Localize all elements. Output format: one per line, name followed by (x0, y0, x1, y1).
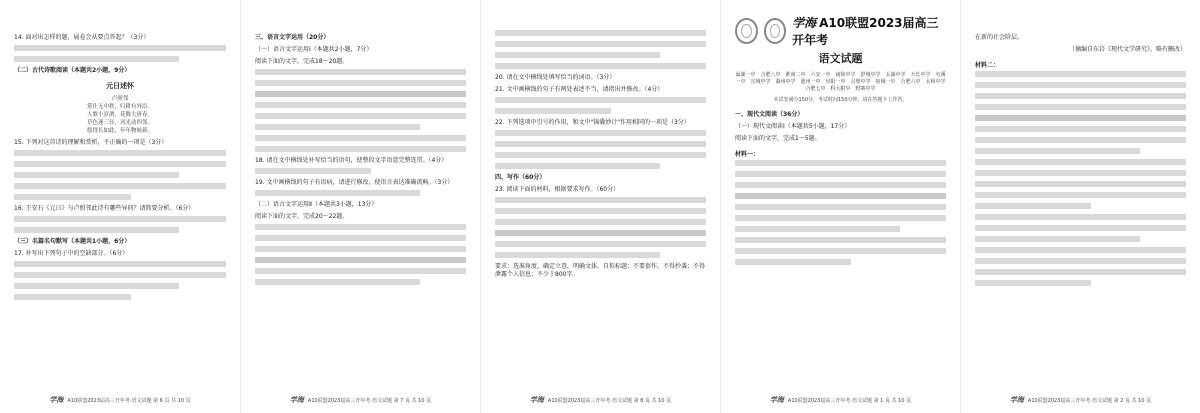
exam-header (735, 14, 946, 48)
exam-page-7 (240, 0, 480, 413)
brand-mark: 学海 (529, 396, 544, 404)
exam-page-8 (480, 0, 720, 413)
section-language-use: 三、语言文字运用（20分） (255, 34, 330, 41)
poem-line: 愿得长如此，年年物候新。 (86, 128, 153, 134)
question-22: 22. 下列选项中引号的作用，和文中"锦囊妙计"作用相同的一项是（3分） (495, 119, 690, 126)
writing-requirements: 要求：选准角度，确定立意，明确文体，自拟标题；不要套作，不得抄袭；不得泄露个人信息；不少于800字。 (495, 263, 706, 278)
question-18: 18. 请在文中横线处补写恰当的语句，使整段文字语意完整连贯。（4分） (255, 157, 448, 164)
section-recitation: （三）名篇名句默写（本题共1小题，6分） (14, 238, 131, 245)
exam-title: 学海 A10联盟2023届高三开年考 (792, 16, 939, 47)
anniversary-logo-icon (764, 18, 787, 44)
poem-line: 筮仕无中秩，归耕有外臣。 (86, 104, 153, 110)
source-citation: （摘编自东岩《现代文学研究》，略有删改） (1068, 46, 1186, 53)
instruction: 阅读下面的文字，完成1～5题。 (735, 135, 821, 142)
section-ancient-poetry: （二）古代诗歌阅读（本题共2小题，9分） (14, 67, 131, 74)
exam-page-1 (720, 0, 960, 413)
member-schools: 巢湖一中 合肥八中 淮南二中 六安一中 南陵中学 舒城中学 太湖中学 天长中学 屯溪一中 宣城中学 滁州中学 池州一中 阜阳一中 灵璧中学 宿城一中 合肥六中 太和中学 合肥七中 科大附中 野寨中学 (735, 72, 951, 92)
question-15: 15. 下列对这首诗的理解和赏析，不正确的一项是（3分） (14, 139, 168, 146)
instruction: 阅读下面的文字，完成20～22题。 (255, 213, 349, 220)
material-label: 材料二： (975, 62, 1000, 69)
passage-text: 在新的社会阶层。 (975, 34, 1024, 41)
brand-mark: 学海 (49, 396, 64, 404)
page-footer: 学海 A10联盟2023届高三开年考·语文试题 第 7 页 共 10 页 (289, 396, 432, 404)
exam-page-6 (0, 0, 240, 413)
section-reading: 一、现代文阅读（36分） (735, 111, 804, 118)
section-writing: 四、写作（60分） (495, 174, 546, 181)
page-footer: 学海 A10联盟2023届高三开年考·语文试题 第 2 页 共 10 页 (1009, 396, 1152, 404)
question-17: 17. 补写出下列句子中的空缺部分。（6分） (14, 250, 129, 257)
exam-note: 本试卷满分150分，考试时间150分钟。请在答题卡上作答。 (773, 97, 908, 103)
brand-mark: 学海 (289, 396, 304, 404)
exam-page-2 (960, 0, 1200, 413)
poem-line: 人歌小岁酒，花舞大唐春。 (86, 112, 153, 118)
brand-mark: 学海 (1009, 396, 1024, 404)
school-seal-icon (735, 18, 758, 44)
subsection-language-2: （二）语言文字运用Ⅱ（本题共3小题，13分） (255, 201, 378, 208)
page-footer: 学海 A10联盟2023届高三开年考·语文试题 第 8 页 共 10 页 (529, 396, 672, 404)
question-16: 16. 王安石《元日》与卢照邻此诗有哪些异同？请简要分析。（6分） (14, 205, 195, 212)
brand-mark: 学海 (769, 396, 784, 404)
instruction: 阅读下面的文字，完成18～20题。 (255, 58, 349, 65)
question-20: 20. 请在文中横线处填写恰当的词语。（3分） (495, 74, 616, 81)
poem-author: 卢照邻 (111, 96, 129, 102)
question-14: 14. 面对出怎样的题，展卷会从要点答起？（3分） (14, 34, 150, 41)
poem-title: 元日述怀 (106, 82, 134, 90)
poem-line: 草色迷三径，风光动四邻。 (86, 120, 153, 126)
material-label: 材料一： (735, 151, 760, 158)
question-19: 19. 文中画横线的句子有语病，请进行修改，使语言表达准确流畅。（3分） (255, 179, 454, 186)
subsection-language-1: （一）语言文字运用Ⅰ（本题共2小题，7分） (255, 46, 373, 53)
subsection-reading: （一）现代文阅读Ⅰ（本题共5小题，17分） (735, 123, 851, 130)
exam-subtitle: 语文试题 (818, 52, 863, 65)
page-footer: 学海 A10联盟2023届高三开年考·语文试题 第 6 页 共 10 页 (49, 396, 191, 404)
page-footer: 学海 A10联盟2023届高三开年考·语文试题 第 1 页 共 10 页 (769, 396, 912, 404)
question-23: 23. 阅读下面的材料，根据要求写作。（60分） (495, 186, 620, 193)
question-21: 21. 文中画横线的句子有两处表述不当，请指出并修改。（4分） (495, 86, 664, 93)
